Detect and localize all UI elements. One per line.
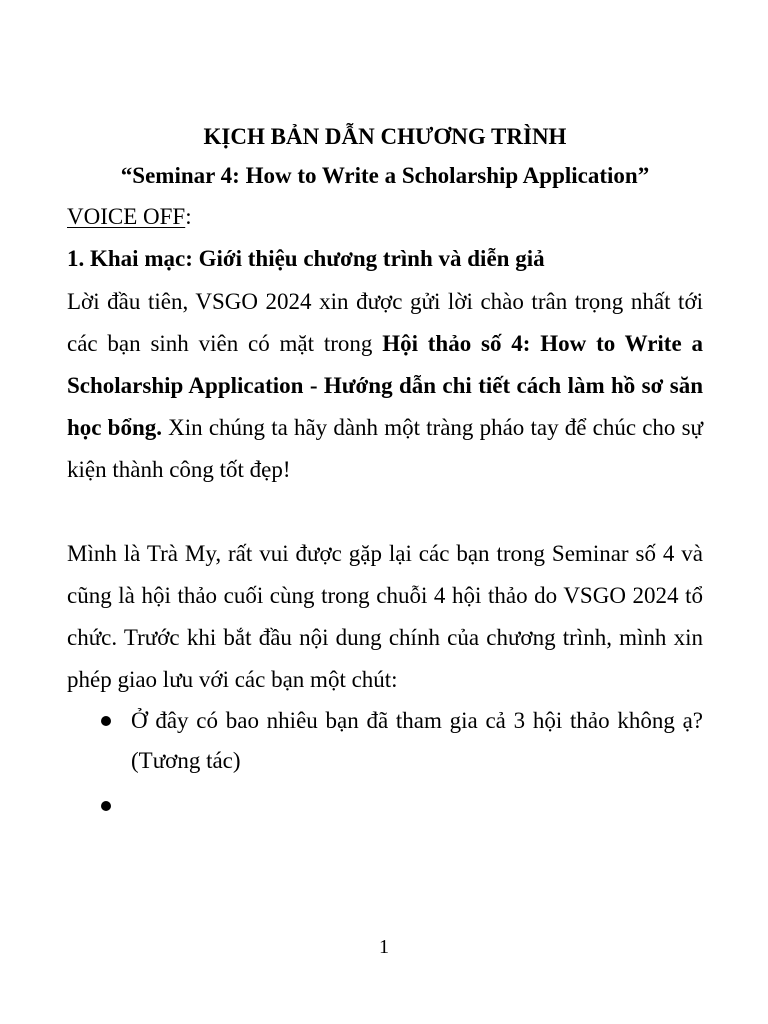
page-number: 1 <box>379 936 389 958</box>
script-title: KỊCH BẢN DẪN CHƯƠNG TRÌNH <box>203 124 567 149</box>
paragraph-welcome-bold: Hội thảo số 4: How to Write a Scholarship Application - Hướng dẫn chi tiết cách làm hồ sơ săn học bổng. <box>67 331 703 440</box>
paragraph-welcome-outro: Xin chúng ta hãy dành một tràng pháo tay để chúc cho sự kiện thành công tốt đẹp! <box>67 415 703 482</box>
bullet-item-text: Ở đây có bao nhiêu bạn đã tham gia cả 3 hội thảo không ạ? (Tương tác) <box>131 708 703 773</box>
voice-off-label <box>67 197 703 237</box>
voice-off-text: VOICE OFF <box>67 204 186 229</box>
bullet-dot-icon <box>101 801 111 811</box>
document-page <box>67 118 703 826</box>
voice-off-colon: : <box>185 204 192 229</box>
bullet-list <box>67 701 703 826</box>
paragraph-spacer <box>67 491 703 533</box>
bullet-item-empty <box>67 786 703 826</box>
bullet-dot-icon <box>101 716 111 726</box>
bullet-item <box>67 701 703 781</box>
paragraph-welcome-intro: Lời đầu tiên, VSGO 2024 xin được gửi lời chào trân trọng nhất tới các bạn sinh viên có mặt trong <box>67 289 703 356</box>
paragraph-welcome <box>67 281 703 491</box>
seminar-subtitle: “Seminar 4: How to Write a Scholarship Application” <box>120 163 650 188</box>
paragraph-introduction: Mình là Trà My, rất vui được gặp lại các bạn trong Seminar số 4 và cũng là hội thảo cuối cùng trong chuỗi 4 hội thảo do VSGO 2024 tổ chức. Trước khi bắt đầu nội dung chính của chương trình, mình xin phép giao lưu với các bạn một chút: <box>67 541 703 692</box>
section-heading-opening: 1. Khai mạc: Giới thiệu chương trình và diễn giả <box>67 246 545 271</box>
